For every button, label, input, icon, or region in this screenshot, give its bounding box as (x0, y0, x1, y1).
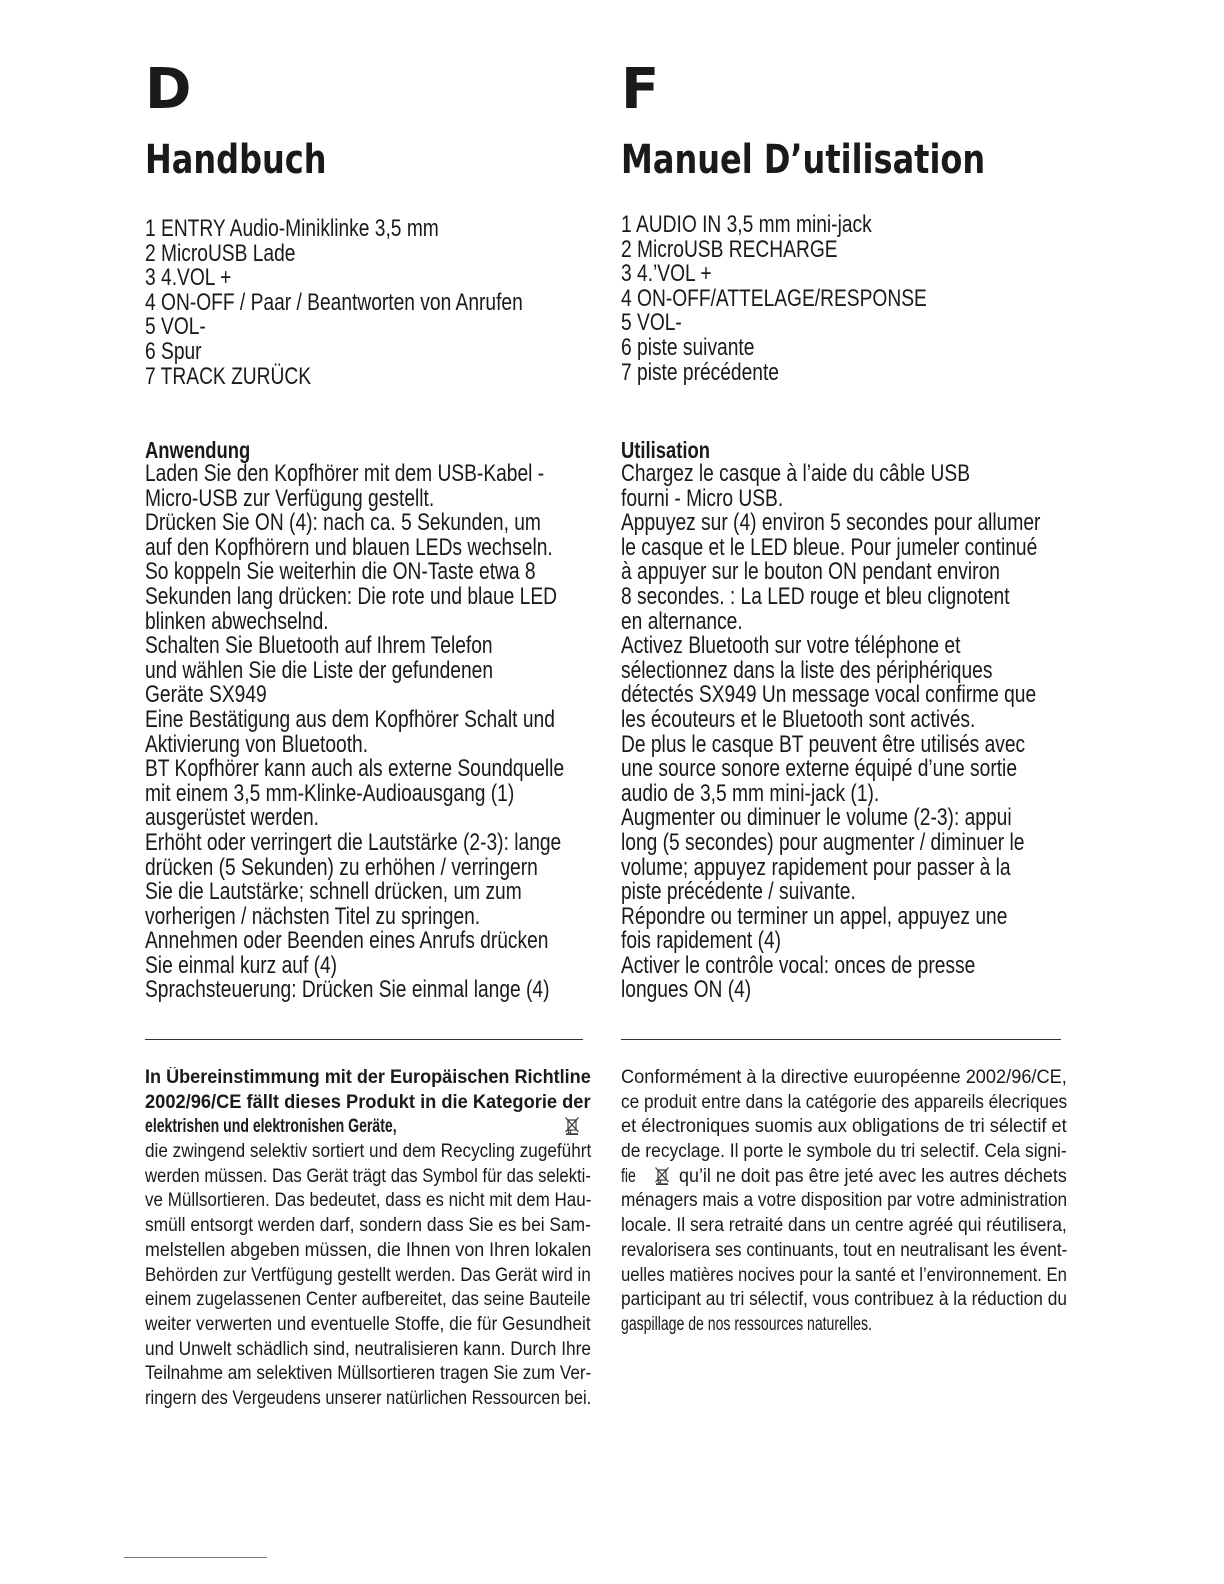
usage-line: Aktivierung von Bluetooth. (145, 730, 369, 758)
usage-line: Sprachsteuerung: Drücken Sie einmal lange (4) (145, 976, 550, 1004)
usage-line: les écouteurs et le Bluetooth sont activés. (621, 705, 976, 733)
manual-title: Handbuch (145, 137, 327, 183)
section-divider (621, 1039, 1061, 1040)
usage-line: Drücken Sie ON (4): nach ca. 5 Sekunden, um (145, 509, 541, 537)
weee-line: fie (621, 1165, 636, 1187)
usage-line: volume; appuyez rapidement pour passer à la (621, 853, 1011, 881)
usage-line: mit einem 3,5 mm-Klinke-Audioausgang (1) (145, 779, 515, 807)
usage-line: sélectionnez dans la liste des périphériques (621, 656, 993, 684)
weee-line: uelles matières nocives pour la santé et l’environnement. En (621, 1264, 1067, 1286)
part-item: 3 4.’VOL + (621, 260, 712, 288)
weee-line: qu’il ne doit pas être jeté avec les autres déchets (679, 1165, 1067, 1187)
usage-line: Micro-USB zur Verfügung gestellt. (145, 484, 435, 512)
usage-line: So koppeln Sie weiterhin die ON-Taste etwa 8 (145, 558, 536, 586)
usage-heading: Utilisation (621, 437, 710, 463)
parts-list (621, 213, 1003, 385)
weee-line: werden müssen. Das Gerät trägt das Symbol für das selekti- (145, 1165, 591, 1187)
part-item: 7 piste précédente (621, 358, 779, 386)
manual-title: Manuel D’utilisation (621, 137, 986, 183)
weee-line: einem zugelassenen Center aufbereitet, das seine Bauteile (145, 1289, 591, 1311)
weee-line: de recyclage. Il porte le symbole du tri selectif. Cela signi- (621, 1141, 1067, 1163)
part-item: 4 ON-OFF/ATTELAGE/RESPONSE (621, 284, 927, 312)
part-item: 1 AUDIO IN 3,5 mm mini-jack (621, 211, 872, 238)
usage-line: De plus le casque BT peuvent être utilisés avec (621, 730, 1026, 758)
usage-text (145, 462, 669, 1003)
usage-line: le casque et le LED bleue. Pour jumeler continué (621, 533, 1038, 561)
weee-bold-line: In Übereinstimmung mit der Europäischen Richtline (145, 1067, 591, 1088)
weee-notice (145, 1066, 591, 1412)
usage-line: Augmenter ou diminuer le volume (2-3): appui (621, 804, 1012, 832)
weee-line: melstellen abgeben müssen, die Ihnen von Ihren lokalen (145, 1239, 592, 1261)
parts-list (145, 217, 617, 389)
usage-line: fois rapidement (4) (621, 927, 782, 955)
usage-line: une source sonore externe équipé d’une sortie (621, 755, 1017, 783)
usage-line: BT Kopfhörer kann auch als externe Soundquelle (145, 755, 565, 783)
usage-line: auf den Kopfhörern und blauen LEDs wechseln. (145, 533, 553, 561)
usage-line: und wählen Sie die Liste der gefundenen (145, 656, 493, 684)
usage-line: 8 secondes. : La LED rouge et bleu clignotent (621, 582, 1010, 610)
usage-line: en alternance. (621, 607, 743, 635)
weee-line: die zwingend selektiv sortiert und dem Recycling zugeführt (145, 1141, 592, 1163)
weee-line: ce produit entre dans la catégorie des appareils élecriques (621, 1091, 1068, 1113)
usage-line: piste précédente / suivante. (621, 878, 856, 906)
section-divider (145, 1039, 583, 1040)
weee-line: participant au tri sélectif, vous contribuez à la réduction du (621, 1289, 1067, 1311)
part-item: 5 VOL- (621, 309, 682, 337)
weee-line: weiter verwerten und eventuelle Stoffe, die für Gesundheit (145, 1313, 591, 1335)
usage-text (621, 462, 1145, 1003)
part-item: 4 ON-OFF / Paar / Beantworten von Anrufen (145, 288, 523, 316)
usage-line: Erhöht oder verringert die Lautstärke (2-3): lange (145, 828, 562, 856)
part-item: 6 Spur (145, 337, 202, 365)
usage-line: Chargez le casque à l’aide du câble USB (621, 460, 971, 487)
part-item: 2 MicroUSB Lade (145, 239, 296, 267)
part-item: 2 MicroUSB RECHARGE (621, 235, 838, 263)
usage-line: longues ON (4) (621, 976, 752, 1004)
crossed-bin-icon (564, 1116, 580, 1135)
usage-line: Activer le contrôle vocal: onces de presse (621, 951, 976, 979)
usage-line: Geräte SX949 (145, 681, 267, 709)
usage-line: à appuyer sur le bouton ON pendant environ (621, 558, 1000, 586)
weee-line: smüll entsorgt werden darf, sondern dass Sie es bei Sam- (145, 1215, 591, 1237)
weee-line: und Unwelt schädlich sind, neutralisieren kann. Durch Ihre (145, 1338, 592, 1360)
usage-line: Annehmen oder Beenden eines Anrufs drücken (145, 927, 549, 955)
part-item: 7 TRACK ZURÜCK (145, 362, 312, 390)
weee-line: gaspillage de nos ressources naturelles. (621, 1313, 872, 1335)
usage-line: fourni - Micro USB. (621, 484, 784, 512)
weee-bold-line: elektrishen und elektronishen Geräte, (145, 1116, 397, 1138)
language-letter: D (145, 57, 191, 122)
weee-notice (621, 1066, 1067, 1338)
weee-line: ve Müllsortieren. Das bedeutet, dass es nicht mit dem Hau- (145, 1190, 592, 1212)
part-item: 1 ENTRY Audio-Miniklinke 3,5 mm (145, 215, 439, 242)
weee-bold-line: 2002/96/CE fällt dieses Produkt in die Kategorie der (145, 1091, 591, 1113)
weee-line: revalorisera ses continuants, tout en neutralisant les évent- (621, 1239, 1068, 1261)
usage-line: Répondre ou terminer un appel, appuyez une (621, 902, 1008, 930)
usage-line: long (5 secondes) pour augmenter / diminuer le (621, 828, 1025, 856)
weee-line: locale. Il sera retraité dans un centre agréé qui réutilisera, (621, 1215, 1067, 1237)
usage-line: audio de 3,5 mm mini-jack (1). (621, 779, 880, 807)
usage-line: Laden Sie den Kopfhörer mit dem USB-Kabel - (145, 460, 545, 487)
usage-heading: Anwendung (145, 437, 251, 463)
weee-line: ménagers mais a votre disposition par votre administration (621, 1190, 1068, 1212)
weee-line: Behörden zur Vertfügung gestellt werden. Das Gerät wird in (145, 1264, 591, 1286)
weee-line: Conformément à la directive euuropéenne 2002/96/CE, (621, 1067, 1067, 1088)
usage-line: blinken abwechselnd. (145, 607, 329, 635)
part-item: 3 4.VOL + (145, 264, 232, 292)
usage-line: Sekunden lang drücken: Die rote und blaue LED (145, 582, 558, 610)
usage-line: Appuyez sur (4) environ 5 secondes pour allumer (621, 509, 1041, 537)
usage-line: vorherigen / nächsten Titel zu springen. (145, 902, 481, 930)
weee-line: et électroniques suomis aux obligations de tri sélectif et (621, 1116, 1067, 1138)
footer-link-line (124, 1557, 267, 1558)
language-letter: F (621, 57, 659, 122)
usage-line: Activez Bluetooth sur votre téléphone et (621, 632, 961, 660)
usage-line: ausgerüstet werden. (145, 804, 319, 832)
weee-line: ringern des Vergeudens unserer natürlichen Ressourcen bei. (145, 1387, 592, 1409)
usage-line: détectés SX949 Un message vocal confirme que (621, 681, 1037, 709)
usage-line: Sie die Lautstärke; schnell drücken, um zum (145, 878, 522, 906)
weee-line: Teilnahme am selektiven Müllsortieren tragen Sie zum Ver- (145, 1363, 592, 1385)
usage-line: Eine Bestätigung aus dem Kopfhörer Schalt und (145, 705, 555, 733)
usage-line: Sie einmal kurz auf (4) (145, 951, 338, 979)
part-item: 6 piste suivante (621, 333, 755, 361)
part-item: 5 VOL- (145, 313, 206, 341)
usage-line: drücken (5 Sekunden) zu erhöhen / verringern (145, 853, 538, 881)
usage-line: Schalten Sie Bluetooth auf Ihrem Telefon (145, 632, 493, 660)
crossed-bin-icon (654, 1166, 670, 1185)
